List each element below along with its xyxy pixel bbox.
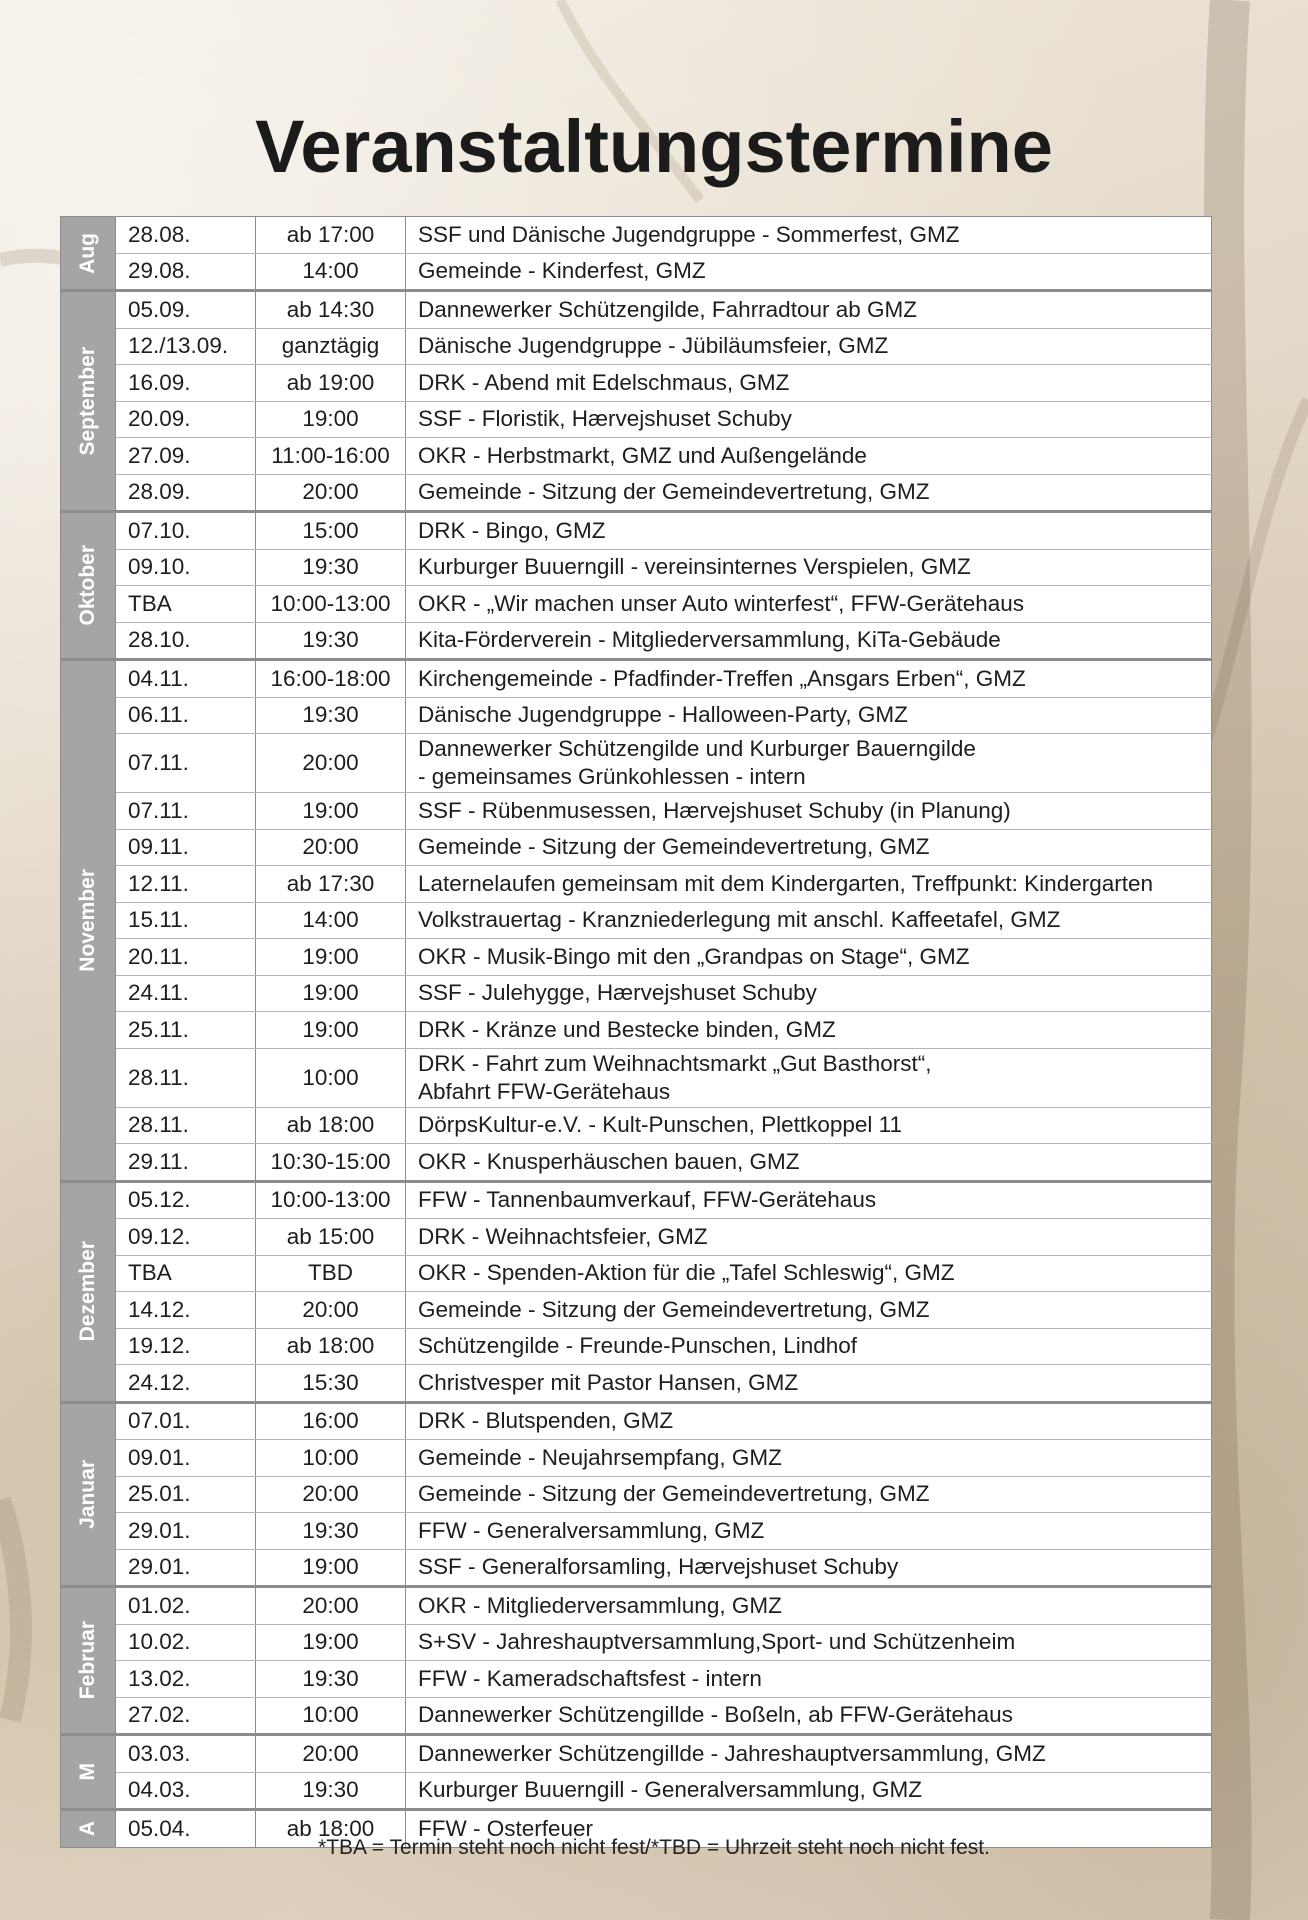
event-time: 19:00 <box>256 976 406 1012</box>
event-description: Laternelaufen gemeinsam mit dem Kindergarten, Treffpunkt: Kindergarten <box>406 866 1212 902</box>
event-description: Gemeinde - Kinderfest, GMZ <box>406 254 1212 290</box>
event-date: 07.11. <box>116 734 256 792</box>
event-description: FFW - Kameradschaftsfest - intern <box>406 1661 1212 1697</box>
event-rows <box>116 1588 1212 1733</box>
event-date: 28.11. <box>116 1108 256 1144</box>
event-rows <box>116 1183 1212 1401</box>
event-date: 29.01. <box>116 1513 256 1549</box>
event-date: 09.01. <box>116 1440 256 1476</box>
event-time: 15:30 <box>256 1365 406 1401</box>
event-description: Dannewerker Schützengillde - Boßeln, ab FFW-Gerätehaus <box>406 1698 1212 1734</box>
event-description: OKR - Spenden-Aktion für die „Tafel Schleswig“, GMZ <box>406 1256 1212 1292</box>
event-description: SSF - Generalforsamling, Hærvejshuset Schuby <box>406 1550 1212 1586</box>
event-description: Christvesper mit Pastor Hansen, GMZ <box>406 1365 1212 1401</box>
event-time: 10:00 <box>256 1440 406 1476</box>
event-date: 10.02. <box>116 1625 256 1661</box>
table-row <box>116 437 1212 474</box>
event-time: ab 19:00 <box>256 365 406 401</box>
event-date: 15.11. <box>116 903 256 939</box>
event-date: 05.12. <box>116 1183 256 1219</box>
event-rows <box>116 513 1212 658</box>
event-description: DRK - Weihnachtsfeier, GMZ <box>406 1219 1212 1255</box>
event-time: 19:00 <box>256 1550 406 1586</box>
month-label <box>60 513 116 658</box>
table-row <box>116 1476 1212 1513</box>
event-time: 15:00 <box>256 513 406 549</box>
event-date: 25.11. <box>116 1012 256 1048</box>
table-row <box>116 733 1212 792</box>
event-description: Gemeinde - Sitzung der Gemeindevertretung, GMZ <box>406 475 1212 511</box>
event-time: 10:00 <box>256 1049 406 1107</box>
event-description: SSF - Julehygge, Hærvejshuset Schuby <box>406 976 1212 1012</box>
event-time: 14:00 <box>256 903 406 939</box>
table-row <box>116 622 1212 659</box>
event-description: OKR - Knusperhäuschen bauen, GMZ <box>406 1144 1212 1180</box>
month-label <box>60 1736 116 1808</box>
event-time: 19:00 <box>256 1625 406 1661</box>
month-label-text: Oktober <box>76 545 99 626</box>
table-row <box>116 1624 1212 1661</box>
event-time: 20:00 <box>256 1588 406 1624</box>
event-time: TBD <box>256 1256 406 1292</box>
event-date: 20.09. <box>116 402 256 438</box>
event-rows <box>116 292 1212 510</box>
event-description: SSF - Floristik, Hærvejshuset Schuby <box>406 402 1212 438</box>
event-description: OKR - Mitgliederversammlung, GMZ <box>406 1588 1212 1624</box>
event-description: DRK - Blutspenden, GMZ <box>406 1404 1212 1440</box>
event-description: Kurburger Buuerngill - vereinsinternes Verspielen, GMZ <box>406 550 1212 586</box>
event-time: 19:30 <box>256 550 406 586</box>
event-date: 07.11. <box>116 793 256 829</box>
event-date: 28.09. <box>116 475 256 511</box>
event-date: 16.09. <box>116 365 256 401</box>
table-row <box>116 661 1212 697</box>
table-row <box>116 865 1212 902</box>
event-time: ab 18:00 <box>256 1811 406 1847</box>
event-date: 27.09. <box>116 438 256 474</box>
event-date: 13.02. <box>116 1661 256 1697</box>
event-time: 19:30 <box>256 623 406 659</box>
event-date: 20.11. <box>116 939 256 975</box>
month-label-text: Dezember <box>76 1241 99 1342</box>
event-time: 14:00 <box>256 254 406 290</box>
event-time: 16:00 <box>256 1404 406 1440</box>
month-group <box>60 216 1212 289</box>
event-description: S+SV - Jahreshauptversammlung,Sport- und Schützenheim <box>406 1625 1212 1661</box>
event-date: 24.11. <box>116 976 256 1012</box>
table-row <box>116 1697 1212 1734</box>
event-time: ab 15:00 <box>256 1219 406 1255</box>
event-date: 25.01. <box>116 1477 256 1513</box>
event-time: 19:30 <box>256 698 406 734</box>
table-row <box>116 975 1212 1012</box>
table-row <box>116 1255 1212 1292</box>
event-time: 20:00 <box>256 475 406 511</box>
month-label <box>60 1404 116 1586</box>
event-time: 19:30 <box>256 1513 406 1549</box>
event-date: 04.11. <box>116 661 256 697</box>
table-row <box>116 1736 1212 1772</box>
table-row <box>116 938 1212 975</box>
table-row <box>116 829 1212 866</box>
event-description: Gemeinde - Sitzung der Gemeindevertretung, GMZ <box>406 1292 1212 1328</box>
month-group <box>60 658 1212 1180</box>
table-row <box>116 513 1212 549</box>
table-row <box>116 1660 1212 1697</box>
page-title: Veranstaltungstermine <box>255 105 1053 188</box>
table-row <box>116 902 1212 939</box>
event-description: FFW - Generalversammlung, GMZ <box>406 1513 1212 1549</box>
table-row <box>116 1291 1212 1328</box>
month-label-text: M <box>76 1763 99 1781</box>
event-description: DörpsKultur-e.V. - Kult-Punschen, Plettkoppel 11 <box>406 1108 1212 1144</box>
table-row <box>116 585 1212 622</box>
month-label <box>60 292 116 510</box>
table-row <box>116 1404 1212 1440</box>
month-label <box>60 1588 116 1733</box>
event-time: ab 18:00 <box>256 1329 406 1365</box>
month-label-text: September <box>76 346 99 456</box>
event-description: DRK - Bingo, GMZ <box>406 513 1212 549</box>
table-row <box>116 253 1212 290</box>
month-group <box>60 1401 1212 1586</box>
event-date: TBA <box>116 1256 256 1292</box>
table-row <box>116 401 1212 438</box>
table-row <box>116 328 1212 365</box>
footnote: *TBA = Termin steht noch nicht fest/*TBD = Uhrzeit steht noch nicht fest. <box>318 1836 990 1859</box>
event-date: 04.03. <box>116 1773 256 1809</box>
month-label-text: Februar <box>76 1621 99 1700</box>
month-label <box>60 1183 116 1401</box>
event-time: 20:00 <box>256 1292 406 1328</box>
event-date: 03.03. <box>116 1736 256 1772</box>
event-time: 10:00-13:00 <box>256 1183 406 1219</box>
table-row <box>116 217 1212 253</box>
event-time: 20:00 <box>256 1736 406 1772</box>
table-row <box>116 364 1212 401</box>
event-date: 09.12. <box>116 1219 256 1255</box>
event-date: 05.09. <box>116 292 256 328</box>
event-time: 20:00 <box>256 830 406 866</box>
event-description: FFW - Tannenbaumverkauf, FFW-Gerätehaus <box>406 1183 1212 1219</box>
event-date: 28.10. <box>116 623 256 659</box>
table-row <box>116 549 1212 586</box>
event-rows <box>116 1404 1212 1586</box>
event-description: SSF - Rübenmusessen, Hærvejshuset Schuby (in Planung) <box>406 793 1212 829</box>
event-description: SSF und Dänische Jugendgruppe - Sommerfest, GMZ <box>406 217 1212 253</box>
event-date: 29.11. <box>116 1144 256 1180</box>
month-label-text: Aug <box>76 232 99 274</box>
event-description: Gemeinde - Neujahrsempfang, GMZ <box>406 1440 1212 1476</box>
month-label-text: A <box>76 1821 99 1837</box>
event-schedule-table <box>60 216 1212 1848</box>
event-time: 10:30-15:00 <box>256 1144 406 1180</box>
event-date: 01.02. <box>116 1588 256 1624</box>
event-time: ab 14:30 <box>256 292 406 328</box>
table-row <box>116 1048 1212 1107</box>
event-time: 11:00-16:00 <box>256 438 406 474</box>
event-time: 19:00 <box>256 1012 406 1048</box>
table-row <box>116 1107 1212 1144</box>
event-time: ganztägig <box>256 329 406 365</box>
event-description: Schützengilde - Freunde-Punschen, Lindhof <box>406 1329 1212 1365</box>
event-time: 19:30 <box>256 1773 406 1809</box>
table-row <box>116 1512 1212 1549</box>
table-row <box>116 1143 1212 1180</box>
event-date: 07.01. <box>116 1404 256 1440</box>
month-label-text: Januar <box>76 1459 99 1529</box>
table-row <box>116 792 1212 829</box>
event-date: 27.02. <box>116 1698 256 1734</box>
table-row <box>116 474 1212 511</box>
month-group <box>60 1180 1212 1401</box>
event-description: DRK - Fahrt zum Weihnachtsmarkt „Gut Basthorst“, Abfahrt FFW-Gerätehaus <box>406 1049 1212 1107</box>
event-description: DRK - Kränze und Bestecke binden, GMZ <box>406 1012 1212 1048</box>
event-date: 28.08. <box>116 217 256 253</box>
event-time: ab 18:00 <box>256 1108 406 1144</box>
event-date: 05.04. <box>116 1811 256 1847</box>
event-date: 09.11. <box>116 830 256 866</box>
event-date: 19.12. <box>116 1329 256 1365</box>
event-time: 16:00-18:00 <box>256 661 406 697</box>
table-row <box>116 1218 1212 1255</box>
event-date: 12./13.09. <box>116 329 256 365</box>
event-description: Gemeinde - Sitzung der Gemeindevertretung, GMZ <box>406 830 1212 866</box>
month-label <box>60 661 116 1180</box>
event-description: FFW - Osterfeuer <box>406 1811 1212 1847</box>
event-date: 24.12. <box>116 1365 256 1401</box>
event-time: 19:00 <box>256 402 406 438</box>
event-time: 20:00 <box>256 734 406 792</box>
month-group <box>60 1733 1212 1808</box>
table-row <box>116 1439 1212 1476</box>
event-date: 29.08. <box>116 254 256 290</box>
event-date: 12.11. <box>116 866 256 902</box>
event-date: 06.11. <box>116 698 256 734</box>
event-time: 19:30 <box>256 1661 406 1697</box>
event-date: 28.11. <box>116 1049 256 1107</box>
event-time: 10:00 <box>256 1698 406 1734</box>
event-date: 09.10. <box>116 550 256 586</box>
event-description: Kurburger Buuerngill - Generalversammlung, GMZ <box>406 1773 1212 1809</box>
event-description: OKR - Musik-Bingo mit den „Grandpas on Stage“, GMZ <box>406 939 1212 975</box>
event-date: 14.12. <box>116 1292 256 1328</box>
event-description: Dänische Jugendgruppe - Halloween-Party, GMZ <box>406 698 1212 734</box>
month-group <box>60 510 1212 658</box>
event-rows <box>116 217 1212 289</box>
table-row <box>116 292 1212 328</box>
table-row <box>116 1364 1212 1401</box>
event-description: Volkstrauertag - Kranzniederlegung mit anschl. Kaffeetafel, GMZ <box>406 903 1212 939</box>
event-time: 19:00 <box>256 793 406 829</box>
table-row <box>116 1011 1212 1048</box>
event-time: 10:00-13:00 <box>256 586 406 622</box>
event-rows <box>116 661 1212 1180</box>
table-row <box>116 1183 1212 1219</box>
event-time: ab 17:00 <box>256 217 406 253</box>
event-description: Dänische Jugendgruppe - Jübiläumsfeier, GMZ <box>406 329 1212 365</box>
event-description: Kirchengemeinde - Pfadfinder-Treffen „Ansgars Erben“, GMZ <box>406 661 1212 697</box>
event-description: DRK - Abend mit Edelschmaus, GMZ <box>406 365 1212 401</box>
event-rows <box>116 1736 1212 1808</box>
month-label <box>60 217 116 289</box>
event-time: 19:00 <box>256 939 406 975</box>
table-row <box>116 697 1212 734</box>
month-group <box>60 1585 1212 1733</box>
event-time: 20:00 <box>256 1477 406 1513</box>
event-date: TBA <box>116 586 256 622</box>
event-date: 07.10. <box>116 513 256 549</box>
event-time: ab 17:30 <box>256 866 406 902</box>
table-row <box>116 1549 1212 1586</box>
table-row <box>116 1772 1212 1809</box>
event-date: 29.01. <box>116 1550 256 1586</box>
event-description: Gemeinde - Sitzung der Gemeindevertretung, GMZ <box>406 1477 1212 1513</box>
month-label-text: November <box>76 868 99 972</box>
event-description: Dannewerker Schützengillde - Jahreshauptversammlung, GMZ <box>406 1736 1212 1772</box>
event-description: Dannewerker Schützengilde und Kurburger Bauerngilde - gemeinsames Grünkohlessen - intern <box>406 734 1212 792</box>
table-row <box>116 1328 1212 1365</box>
event-description: OKR - „Wir machen unser Auto winterfest“, FFW-Gerätehaus <box>406 586 1212 622</box>
event-description: Kita-Förderverein - Mitgliederversammlung, KiTa-Gebäude <box>406 623 1212 659</box>
table-row <box>116 1588 1212 1624</box>
event-description: Dannewerker Schützengilde, Fahrradtour ab GMZ <box>406 292 1212 328</box>
event-description: OKR - Herbstmarkt, GMZ und Außengelände <box>406 438 1212 474</box>
month-group <box>60 289 1212 510</box>
